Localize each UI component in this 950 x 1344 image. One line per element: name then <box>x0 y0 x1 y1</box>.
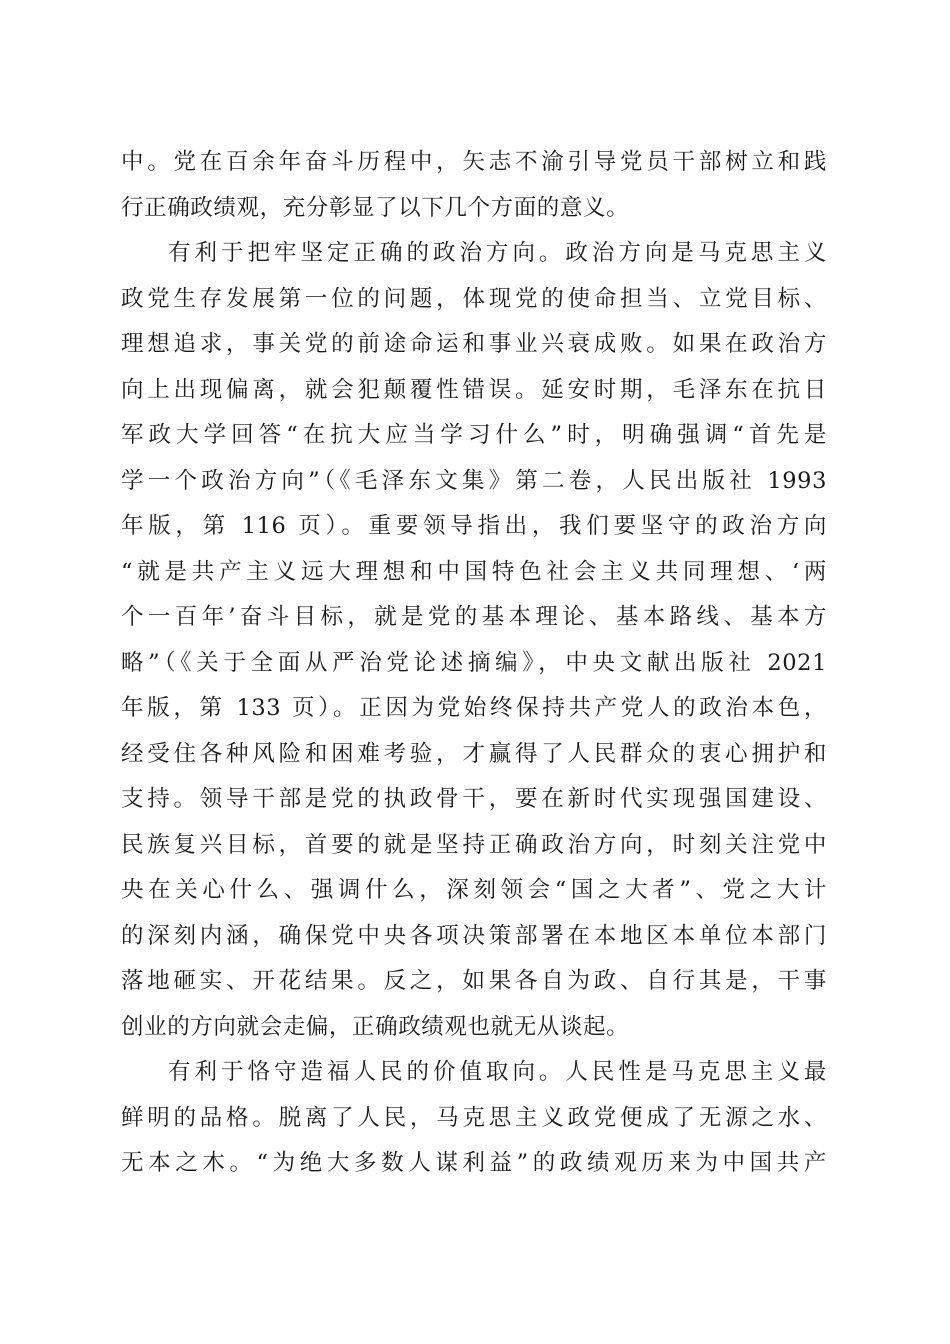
text-line: 行正确政绩观，充分彰显了以下几个方面的意义。 <box>121 194 630 221</box>
text-line: 鲜明的品格。脱离了人民，马克思主义政党便成了无源之水、 <box>121 1104 827 1131</box>
text-line: 中。党在百余年奋斗历程中，矢志不渝引导党员干部树立和践 <box>121 149 827 175</box>
paragraph-start-line: 有利于恪守造福人民的价值取向。人民性是马克思主义最 <box>168 1059 827 1085</box>
text-line: 略”（《关于全面从严治党论述摘编》，中央文献出版社 2021 <box>121 649 827 676</box>
text-line: 理想追求，事关党的前途命运和事业兴衰成败。如果在政治方 <box>121 331 827 357</box>
text-line: 的深刻内涵，确保党中央各项决策部署在本地区本单位本部门 <box>121 922 827 949</box>
text-line: 学一个政治方向”（《毛泽东文集》第二卷，人民出版社 1993 <box>121 467 827 494</box>
text-line: 央在关心什么、强调什么，深刻领会“国之大者”、党之大计 <box>121 877 827 903</box>
text-line: 落地砸实、开花结果。反之，如果各自为政、自行其是，干事 <box>121 968 827 994</box>
text-line: 年版，第 133 页）。正因为党始终保持共产党人的政治本色， <box>121 695 827 721</box>
text-line: 向上出现偏离，就会犯颠覆性错误。延安时期，毛泽东在抗日 <box>121 376 827 403</box>
paragraph-start-line: 有利于把牢坚定正确的政治方向。政治方向是马克思主义 <box>168 240 827 266</box>
body-text <box>121 140 827 1187</box>
text-line: 个一百年’奋斗目标，就是党的基本理论、基本路线、基本方 <box>121 604 827 630</box>
text-line: 军政大学回答“在抗大应当学习什么”时，明确强调“首先是 <box>121 422 827 448</box>
text-line: 创业的方向就会走偏，正确政绩观也就无从谈起。 <box>121 1013 630 1040</box>
text-line: 无本之木。“为绝大多数人谋利益”的政绩观历来为中国共产 <box>121 1150 827 1176</box>
text-line: 经受住各种风险和困难考验，才赢得了人民群众的衷心拥护和 <box>121 740 827 767</box>
text-line: 年版，第 116 页）。重要领导指出，我们要坚守的政治方向 <box>121 513 827 539</box>
text-line: 民族复兴目标，首要的就是坚持正确政治方向，时刻关注党中 <box>121 831 827 858</box>
text-line: 政党生存发展第一位的问题，体现党的使命担当、立党目标、 <box>121 285 827 312</box>
text-line: 支持。领导干部是党的执政骨干，要在新时代实现强国建设、 <box>121 786 827 812</box>
text-line: “就是共产主义远大理想和中国特色社会主义共同理想、‘两 <box>121 558 827 585</box>
